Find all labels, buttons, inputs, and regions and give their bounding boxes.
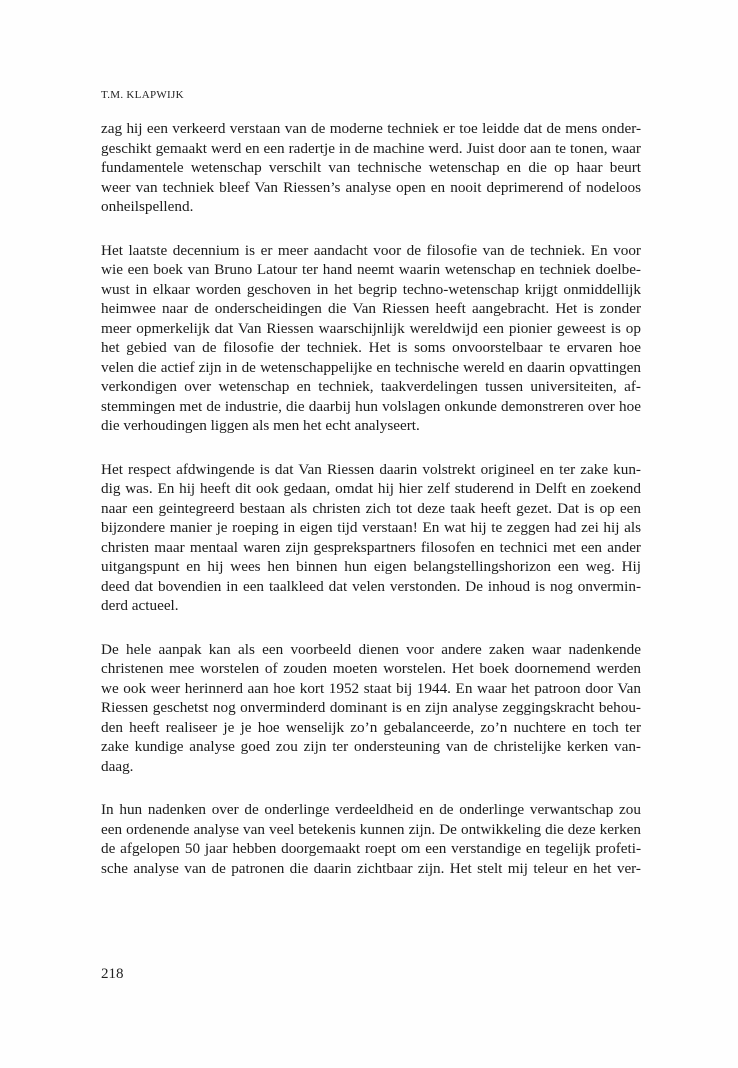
text-line: sche analyse van de patronen die daarin zichtbaar zijn. Het stelt mij teleur en het ver- bbox=[101, 859, 641, 877]
text-line: meer opmerkelijk dat Van Riessen waarschijnlijk wereldwijd een pionier geweest is op bbox=[101, 319, 641, 337]
text-line: zake kundige analyse goed zou zijn ter ondersteuning van de christelijke kerken van- bbox=[101, 738, 641, 755]
text-line: Het respect afdwingende is dat Van Riessen daarin volstrekt origineel en ter zake kun- bbox=[101, 460, 641, 478]
text-line: zag hij een verkeerd verstaan van de moderne techniek er toe leidde dat de mens onder- bbox=[101, 120, 641, 137]
text-line: verkondigen over wetenschap en techniek, taakverdelingen tussen universiteiten, af- bbox=[101, 378, 641, 395]
text-line: wie een boek van Bruno Latour ter hand neemt waarin wetenschap en techniek doelbe- bbox=[101, 261, 641, 278]
text-line: deed dat bovendien in een taalkleed dat velen verstonden. De inhoud is nog onvermin- bbox=[101, 577, 641, 595]
text-line: daag. bbox=[101, 757, 134, 775]
paragraph-3 bbox=[101, 460, 641, 616]
text-line: christen maar mentaal waren zijn gesprekspartners filosofen en technici met een ander bbox=[101, 538, 641, 556]
text-line: bijzondere manier je roeping in eigen tijd verstaan! En wat hij te zeggen had zei hij als bbox=[101, 519, 641, 536]
text-line: christenen mee worstelen of zouden moeten worstelen. Het boek doornemend werden bbox=[101, 660, 641, 677]
text-line: een ordenende analyse van veel betekenis kunnen zijn. De ontwikkeling die deze kerken bbox=[101, 820, 641, 838]
text-line: derd actueel. bbox=[101, 597, 179, 614]
text-line: het gebied van de filosofie der techniek. Het is soms onvoorstelbaar te ervaren hoe bbox=[101, 339, 641, 356]
text-line: Riessen geschetst nog onverminderd dominant is en zijn analyse zeggingskracht behou- bbox=[101, 699, 641, 716]
text-line: stemmingen met de industrie, die daarbij hun volslagen onkunde demonstreren over hoe bbox=[101, 397, 641, 415]
text-line: De hele aanpak kan als een voorbeeld dienen voor andere zaken waar nadenkende bbox=[101, 640, 641, 658]
text-line: we ook weer herinnerd aan hoe kort 1952 staat bij 1944. En waar het patroon door Van bbox=[101, 679, 641, 697]
body-text bbox=[101, 119, 641, 902]
text-line: den heeft realiseer je je hoe wenselijk zo’n gebalanceerde, zo’n nuchtere en toch ter bbox=[101, 718, 641, 736]
paragraph-2 bbox=[101, 241, 641, 436]
running-head: T.M. KLAPWIJK bbox=[101, 89, 184, 101]
page-number: 218 bbox=[101, 966, 124, 982]
text-line: weer van techniek bleef Van Riessen’s analyse open en nooit deprimerend of nodeloos bbox=[101, 178, 641, 196]
text-line: In hun nadenken over de onderlinge verdeeldheid en de onderlinge verwantschap zou bbox=[101, 801, 641, 818]
text-line: geschikt gemaakt werd en een radertje in de machine werd. Juist door aan te tonen, waar bbox=[101, 139, 641, 157]
paragraph-4 bbox=[101, 640, 641, 777]
paragraph-5 bbox=[101, 800, 641, 878]
text-line: uitgangspunt en hij wees hen binnen hun eigen belangstellingshorizon een weg. Hij bbox=[101, 558, 641, 575]
text-line: fundamentele wetenschap verschilt van technische wetenschap en die op haar beurt bbox=[101, 159, 641, 176]
text-line: velen die actief zijn in de wetenschappelijke en technische wereld en daarin opvattingen bbox=[101, 358, 641, 376]
text-line: Het laatste decennium is er meer aandacht voor de filosofie van de techniek. En voor bbox=[101, 241, 641, 259]
text-line: dig was. En hij heeft dit ook gedaan, omdat hij hier zelf studerend in Delft en zoekend bbox=[101, 480, 641, 497]
text-line: naar een geintegreerd bestaan als christen zich tot deze taak heeft gezet. Dat is op een bbox=[101, 499, 641, 517]
text-line: wust in elkaar worden geschoven in het begrip techno-wetenschap krijgt onmiddellijk bbox=[101, 280, 641, 298]
paragraph-1 bbox=[101, 119, 641, 217]
text-line: heimwee naar de onderscheidingen die Van Riessen heeft aangebracht. Het is zonder bbox=[101, 300, 641, 317]
text-line: de afgelopen 50 jaar hebben doorgemaakt roept om een verstandige en tegelijk profeti- bbox=[101, 840, 641, 857]
text-line: onheilspellend. bbox=[101, 198, 194, 215]
text-line: die verhoudingen liggen als men het echt analyseert. bbox=[101, 417, 420, 434]
